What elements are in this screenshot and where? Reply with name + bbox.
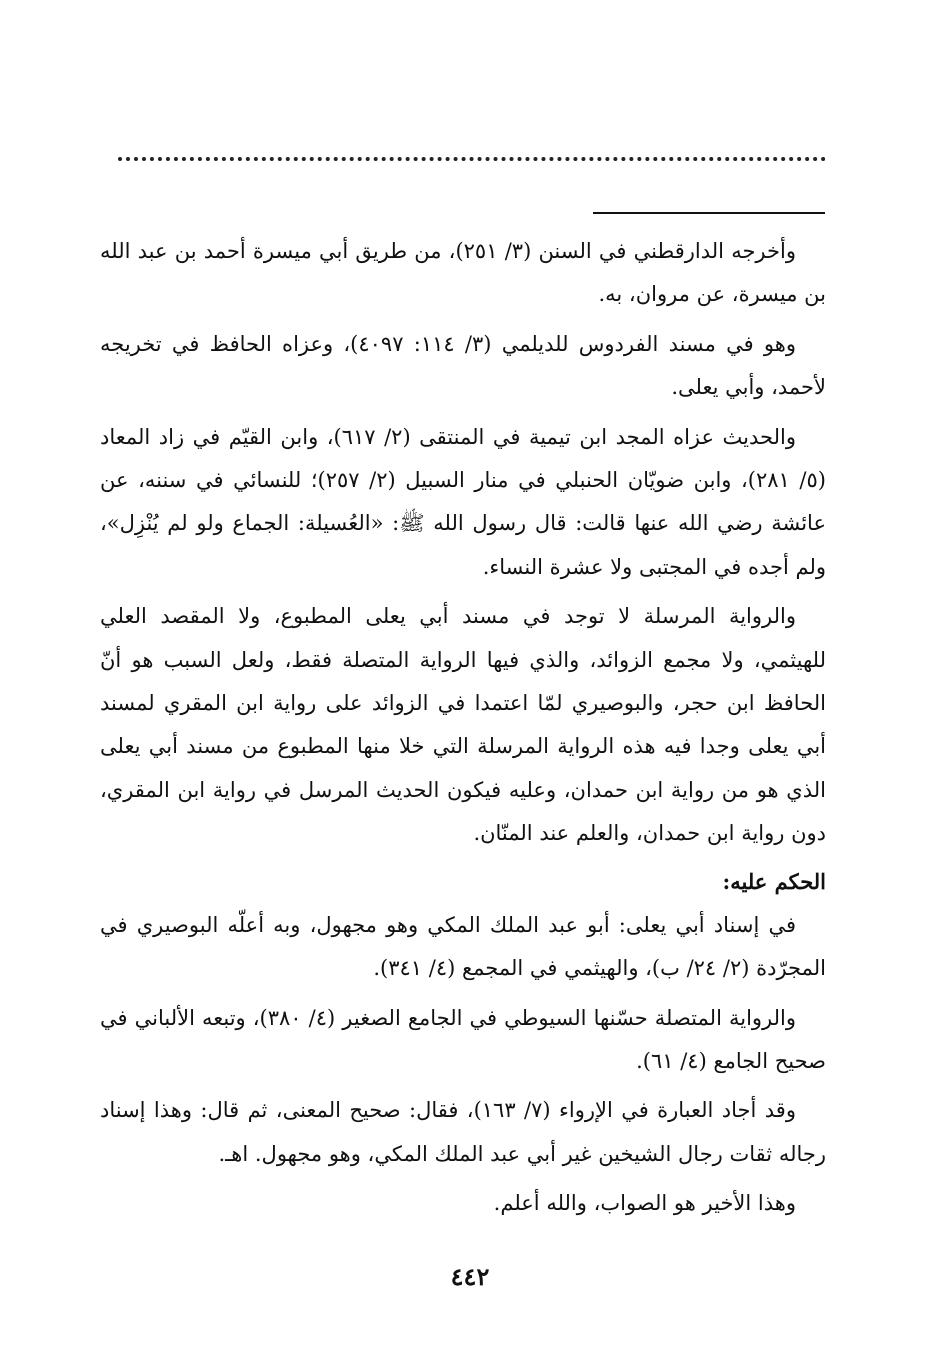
ruling-paragraph-3: وقد أجاد العبارة في الإرواء (٧/ ١٦٣)، فقال: صحيح المعنى، ثم قال: وهذا إسناد رجاله ثقات رجال الشيخين غير أبي عبد الملك المكي، وهو مجهول. اهـ.: [100, 1098, 826, 1166]
page-body: [100, 230, 826, 1232]
page-number: ٤٤٢: [450, 1262, 490, 1291]
ruling-paragraph-1: في إسناد أبي يعلى: أبو عبد الملك المكي وهو مجهول، وبه أعلّه البوصيري في المجرّدة (٢/ ٢٤/ ب)، والهيثمي في المجمع (٤/ ٣٤١).: [100, 912, 826, 981]
dotted-separator: [118, 157, 826, 161]
footnote-rule: [593, 212, 825, 214]
ruling-heading: الحكم عليه:: [722, 868, 826, 894]
footnote-paragraph-3: والحديث عزاه المجد ابن تيمية في المنتقى (٢/ ٦١٧)، وابن القيّم في زاد المعاد (٥/ ٢٨١)، وابن ضويّان الحنبلي في منار السبيل (٢/ ٢٥٧)؛ للنسائي في سننه، عن عائشة رضي الله عنها قالت: قال رسول الله ﷺ: «العُسيلة: الجماع ولو لم يُنْزِل»، ولم أجده في المجتبى ولا عشرة النساء.: [100, 424, 826, 579]
ruling-paragraph-2: والرواية المتصلة حسّنها السيوطي في الجامع الصغير (٤/ ٣٨٠)، وتبعه الألباني في صحيح الجامع (٤/ ٦١).: [100, 1005, 826, 1073]
footnote-paragraph-4: والرواية المرسلة لا توجد في مسند أبي يعلى المطبوع، ولا المقصد العلي للهيثمي، ولا مجمع الزوائد، والذي فيها الرواية المتصلة فقط، ولعل السبب هو أنّ الحافظ ابن حجر، والبوصيري لمّا اعتمدا في الزوائد على رواية ابن المقري لمسند أبي يعلى وجدا فيه هذه الرواية المرسلة التي خلا منها المطبوع من مسند أبي يعلى الذي هو من رواية ابن حمدان، وعليه فيكون الحديث المرسل في رواية ابن المقري، دون رواية ابن حمدان، والعلم عند المنّان.: [100, 604, 826, 846]
footnote-paragraph-1: وأخرجه الدارقطني في السنن (٣/ ٢٥١)، من طريق أبي ميسرة أحمد بن عبد الله بن ميسرة، عن مروان، به.: [100, 239, 826, 307]
ruling-paragraph-4: وهذا الأخير هو الصواب، والله أعلم.: [493, 1191, 796, 1216]
footnote-paragraph-2: وهو في مسند الفردوس للديلمي (٣/ ١١٤: ٤٠٩٧)، وعزاه الحافظ في تخريجه لأحمد، وأبي يعلى.: [100, 331, 826, 400]
